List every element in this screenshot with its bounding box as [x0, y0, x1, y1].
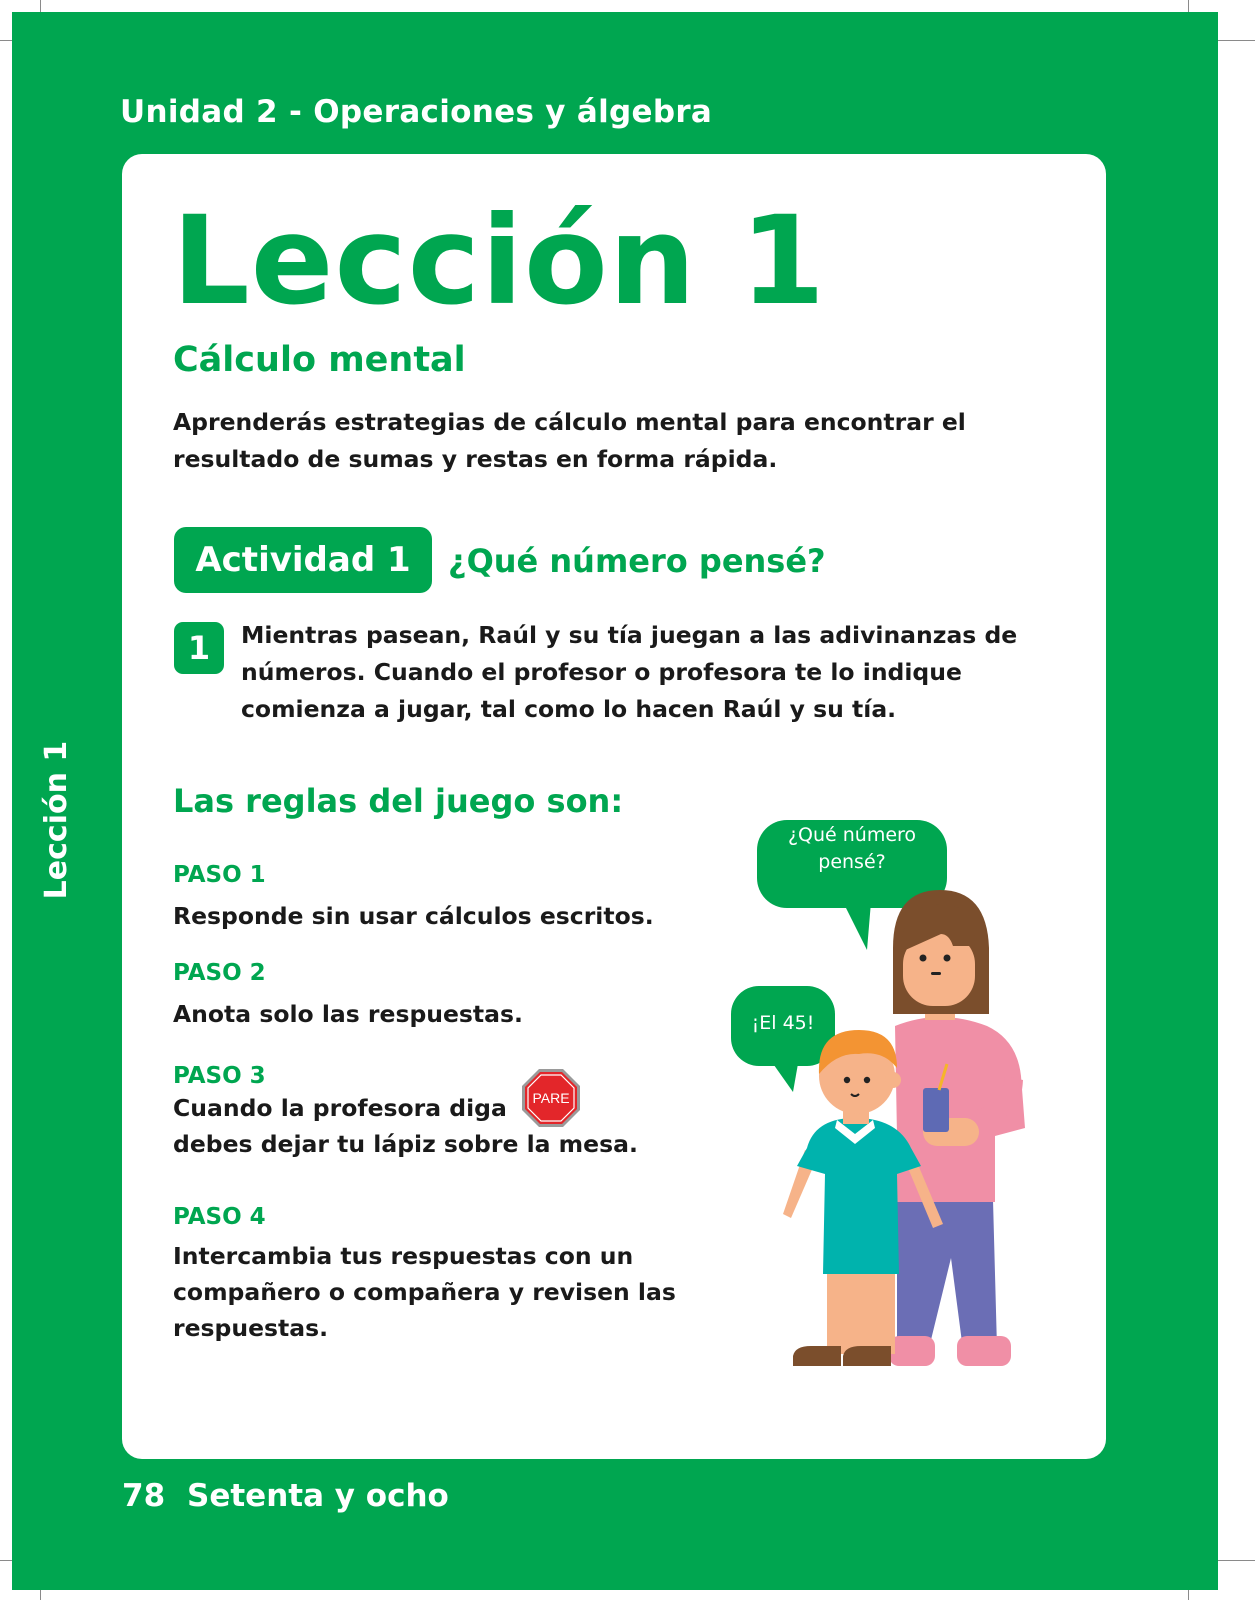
crop-mark — [1218, 1560, 1255, 1561]
crop-mark — [1218, 40, 1255, 41]
lesson-intro: Aprenderás estrategias de cálculo mental para encontrar el resultado de sumas y restas en forma rápida. — [173, 408, 966, 473]
crop-mark — [0, 1560, 12, 1561]
crop-mark — [0, 40, 12, 41]
step-number-badge: 1 — [174, 622, 224, 674]
stop-sign-icon — [521, 1068, 581, 1128]
aunt-figure — [889, 890, 1025, 1366]
lesson-subtitle: Cálculo mental — [173, 340, 466, 380]
unit-title: Unidad 2 - Operaciones y álgebra — [120, 94, 713, 130]
paso-2-label: PASO 2 — [173, 960, 266, 986]
paso-2-text: Anota solo las respuestas. — [173, 1000, 523, 1028]
paso-1-label: PASO 1 — [173, 862, 266, 888]
footer-page-number: 78 — [122, 1478, 166, 1514]
paso-3-text-before: Cuando la profesora diga — [173, 1094, 507, 1122]
boy-bubble-text: ¡El 45! — [751, 1012, 815, 1034]
lesson-title: Lección 1 — [172, 190, 826, 332]
activity-title: ¿Qué número pensé? — [448, 542, 826, 580]
paso-1-text: Responde sin usar cálculos escritos. — [173, 902, 654, 930]
paso-4-text: Intercambia tus respuestas con un compañero o compañera y revisen las respuestas. — [173, 1242, 676, 1342]
crop-mark — [1188, 0, 1189, 12]
paso-3-text-after: debes dejar tu lápiz sobre la mesa. — [173, 1130, 638, 1158]
aunt-bubble-text: ¿Qué número pensé? — [787, 824, 917, 873]
paso-4-label: PASO 4 — [173, 1204, 266, 1230]
rules-heading: Las reglas del juego son: — [173, 782, 624, 820]
crop-mark — [1188, 1590, 1189, 1600]
illustration-aunt-and-boy — [725, 818, 1055, 1408]
crop-mark — [40, 1590, 41, 1600]
sidebar-lesson-label: Lección 1 — [39, 740, 74, 900]
crop-mark — [40, 0, 41, 12]
activity-instruction: Mientras pasean, Raúl y su tía juegan a las adivinanzas de números. Cuando el profesor o profesora te lo indique comienza a jugar, tal como lo hacen Raúl y su tía. — [241, 621, 1018, 723]
activity-badge: Actividad 1 — [174, 527, 432, 593]
paso-3-label: PASO 3 — [173, 1063, 266, 1089]
stop-sign-text: PARE — [532, 1090, 570, 1106]
footer-page-words: Setenta y ocho — [187, 1478, 449, 1514]
